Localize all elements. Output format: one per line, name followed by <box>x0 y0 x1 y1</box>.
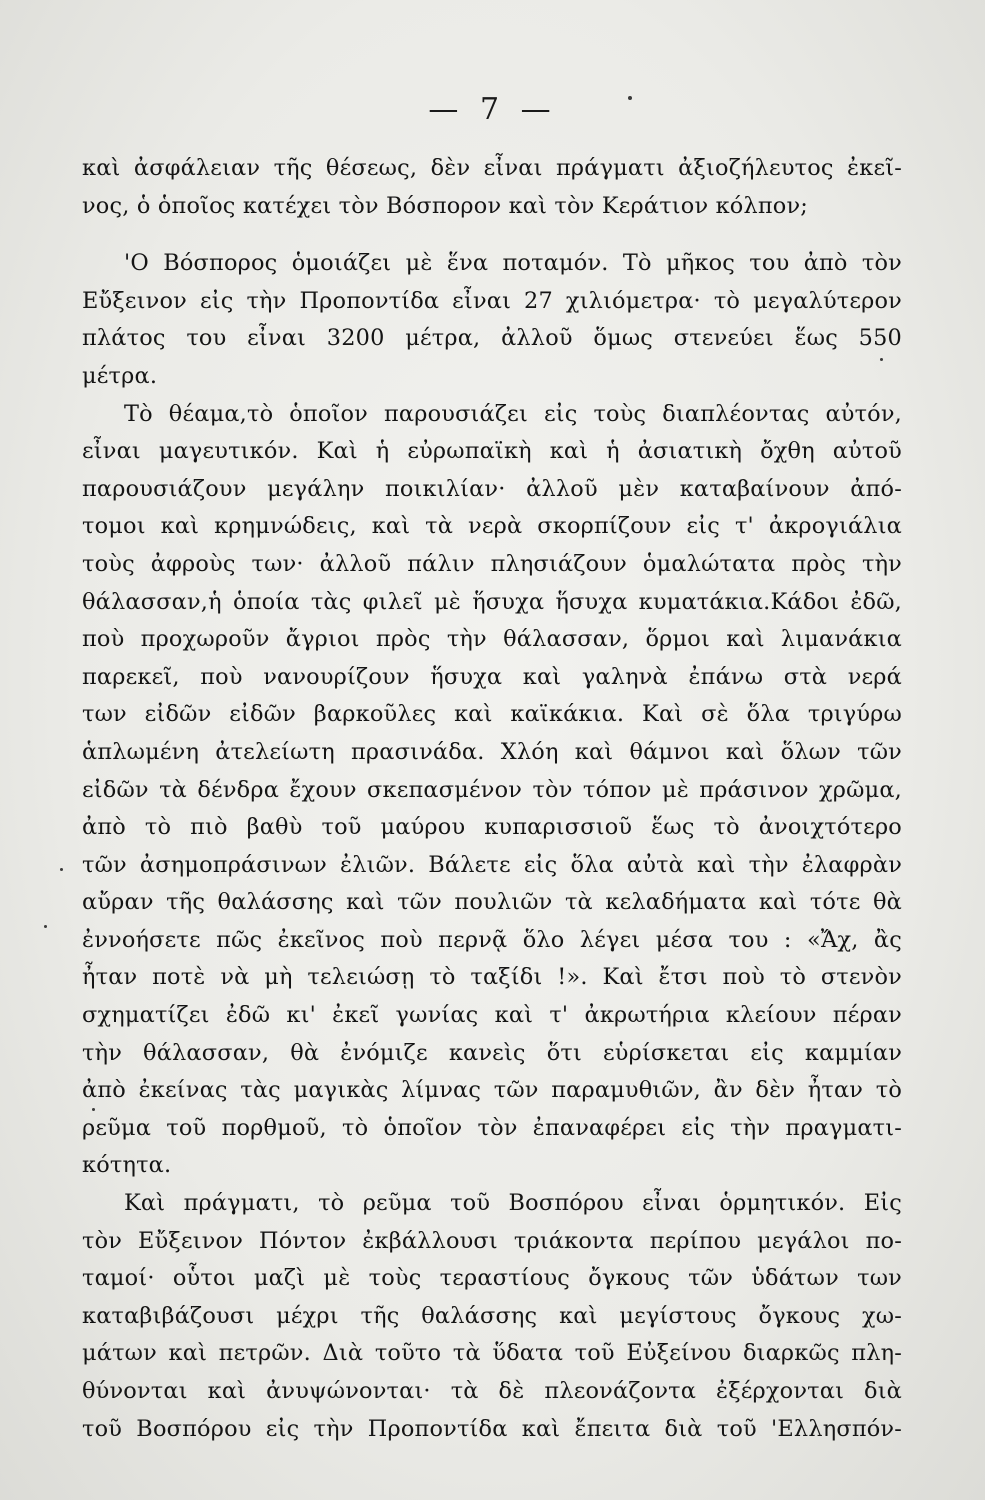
text-line: θάλασσαν,ἡ ὁποία τὰς φιλεῖ μὲ ἥσυχα ἥσυχα κυματάκια.Κάδοι ἐδῶ, <box>82 588 902 615</box>
text-line: τὸν Εὔξεινον Πόντον ἐκβάλλουσι τριάκοντα περίπου μεγάλοι πο- <box>82 1227 902 1254</box>
text-line: παρουσιάζουν μεγάλην ποικιλίαν· ἀλλοῦ μὲν καταβαίνουν ἀπό- <box>82 475 902 502</box>
text-line: τοῦ Βοσπόρου εἰς τὴν Προποντίδα καὶ ἔπειτα διὰ τοῦ 'Ελλησπόν- <box>82 1415 902 1442</box>
text-line: ἐννοήσετε πῶς ἐκεῖνος ποὺ περνᾷ ὅλο λέγει μέσα του : «Ἄχ, ἂς <box>82 926 902 953</box>
text-line: καὶ ἀσφάλειαν τῆς θέσεως, δὲν εἶναι πράγματι ἀξιοζήλευτος ἐκεῖ- <box>82 155 902 181</box>
text-line: 'Ο Βόσπορος ὁμοιάζει μὲ ἕνα ποταμόν. Τὸ μῆκος του ἀπὸ τὸν <box>124 250 902 277</box>
text-line: θύνονται καὶ ἀνυψώνονται· τὰ δὲ πλεονάζοντα ἐξέρχονται διὰ <box>82 1378 902 1404</box>
text-line: Τὸ θέαμα,τὸ ὁποῖον παρουσιάζει εἰς τοὺς διαπλέοντας αὐτόν, <box>124 400 902 427</box>
text-line: σχηματίζει ἐδῶ κι' ἐκεῖ γωνίας καὶ τ' ἀκρωτήρια κλείουν πέραν <box>82 1002 902 1029</box>
text-line: μάτων καὶ πετρῶν. Διὰ τοῦτο τὰ ὕδατα τοῦ Εὐξείνου διαρκῶς πλη- <box>82 1340 902 1367</box>
print-speck <box>44 925 47 928</box>
text-line: εἰδῶν τὰ δένδρα ἔχουν σκεπασμένον τὸν τόπον μὲ πράσινον χρῶμα, <box>82 776 902 803</box>
text-line: ἦταν ποτὲ νὰ μὴ τελειώσῃ τὸ ταξίδι !». Καὶ ἔτσι ποὺ τὸ στενὸν <box>82 964 902 991</box>
text-line: Εὔξεινον εἰς τὴν Προποντίδα εἶναι 27 χιλιόμετρα· τὸ μεγαλύτερον <box>82 287 902 314</box>
text-line: ποὺ προχωροῦν ἄγριοι πρὸς τὴν θάλασσαν, ὅρμοι καὶ λιμανάκια <box>82 626 902 653</box>
text-line: νος, ὁ ὁποῖος κατέχει τὸν Βόσπορον καὶ τὸν Κεράτιον κόλπον; <box>82 192 809 219</box>
body-text <box>82 150 902 1448</box>
paragraph-gap <box>82 225 902 245</box>
text-line: τὴν θάλασσαν, θὰ ἐνόμιζε κανεὶς ὅτι εὑρίσκεται εἰς καμμίαν <box>82 1039 902 1066</box>
text-line: Καὶ πράγματι, τὸ ρεῦμα τοῦ Βοσπόρου εἶναι ὁρμητικόν. Εἰς <box>124 1190 902 1217</box>
text-line: ἀπὸ τὸ πιὸ βαθὺ τοῦ μαύρου κυπαρισσιοῦ ἕως τὸ ἀνοιχτότερο <box>82 814 902 841</box>
text-line: παρεκεῖ, ποὺ νανουρίζουν ἥσυχα καὶ γαληνὰ ἐπάνω στὰ νερά <box>82 663 902 690</box>
print-speck <box>92 1108 95 1111</box>
text-line: εἶναι μαγευτικόν. Καὶ ἡ εὐρωπαϊκὴ καὶ ἡ ἀσιατικὴ ὄχθη αὐτοῦ <box>82 438 902 465</box>
page-number: — 7 — <box>428 92 557 127</box>
text-line: ἁπλωμένη ἀτελείωτη πρασινάδα. Χλόη καὶ θάμνοι καὶ ὅλων τῶν <box>82 738 902 765</box>
text-line: τομοι καὶ κρημνώδεις, καὶ τὰ νερὰ σκορπίζουν εἰς τ' ἀκρογιάλια <box>82 513 902 540</box>
print-speck <box>60 868 63 871</box>
print-speck <box>880 358 883 361</box>
text-line: πλάτος του εἶναι 3200 μέτρα, ἀλλοῦ ὅμως στενεύει ἕως 550 <box>82 325 902 352</box>
text-line: τοὺς ἀφροὺς των· ἀλλοῦ πάλιν πλησιάζουν ὁμαλώτατα πρὸς τὴν <box>82 550 902 577</box>
text-line: ρεῦμα τοῦ πορθμοῦ, τὸ ὁποῖον τὸν ἐπαναφέρει εἰς τὴν πραγματι- <box>82 1114 902 1141</box>
text-line: των εἰδῶν εἰδῶν βαρκοῦλες καὶ καϊκάκια. Καὶ σὲ ὅλα τριγύρω <box>82 701 902 728</box>
print-speck <box>628 96 632 100</box>
text-line: καταβιβάζουσι μέχρι τῆς θαλάσσης καὶ μεγίστους ὄγκους χω- <box>82 1302 902 1329</box>
text-line: τῶν ἀσημοπράσινων ἐλιῶν. Βάλετε εἰς ὅλα αὐτὰ καὶ τὴν ἐλαφρὰν <box>82 851 902 878</box>
text-line: μέτρα. <box>82 362 158 389</box>
text-line: ταμοί· οὗτοι μαζὶ μὲ τοὺς τεραστίους ὄγκους τῶν ὑδάτων των <box>82 1265 902 1292</box>
text-line: αὔραν τῆς θαλάσσης καὶ τῶν πουλιῶν τὰ κελαδήματα καὶ τότε θὰ <box>82 889 902 916</box>
text-line: κότητα. <box>82 1152 172 1179</box>
text-line: ἀπὸ ἐκείνας τὰς μαγικὰς λίμνας τῶν παραμυθιῶν, ἂν δὲν ἦταν τὸ <box>82 1077 902 1104</box>
